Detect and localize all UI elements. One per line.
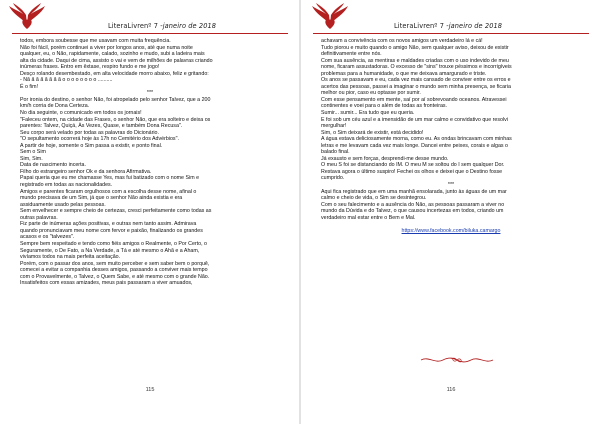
text-line: definitivamente entre nós. — [321, 51, 382, 58]
text-line: Seu corpo será velado por todas as palavras do Dicionário. — [20, 129, 159, 136]
text-line: achavam a convivência com os novos amigos um verdadeiro lá e cá! — [321, 38, 483, 44]
text-line: Seguramente, o De Fato, a Na Verdade, a Tá e até mesmo o Ahã e a Aham, — [20, 247, 200, 254]
text-line: problemas para a humanidade, o que me deixava amargurado e triste. — [321, 70, 487, 77]
text-line: Sempre bem respeitado e tendo como fiéis amigos o Realmente, o Por Certo, o — [20, 240, 207, 247]
text-line: vivíamos todos na mais perfeita aceitação. — [20, 254, 121, 261]
text-line: Com esse pensamento em mente, saí por aí sobrevoando oceanos. Atravessei — [321, 96, 507, 103]
text-line: "Faleceu ontem, na cidade das Frases, o senhor Não, que era solteiro e deixa os — [20, 116, 211, 123]
text-line: O meu S foi se distanciando do IM. O meu M se soltou do I sem qualquer Dor. — [321, 162, 505, 169]
text-line: mundo da Dúvida e do Talvez, o que causou incertezas em todos, criando um — [321, 208, 504, 215]
text-line: É o fim! — [20, 83, 38, 90]
page-number: 116 — [446, 387, 456, 393]
text-line: verdadeiro mal estar entre o Bem e Mal. — [321, 214, 416, 221]
text-line: registrado em todas as nacionalidades. — [20, 182, 113, 189]
header-rule — [12, 33, 288, 34]
text-line: Sim, o Sim deixará de existir, está decidido! — [321, 129, 424, 136]
journal-title: LiteraLivre — [108, 22, 145, 30]
text-line: Não foi fácil, porém continuei a viver por longos anos, até que numa noite — [20, 44, 193, 51]
text-line: Filho do estrangeiro senhor Ok e da senhora Afirmativa. — [20, 168, 152, 175]
text-line: inúmeras frases. Entro em êxtase, respiro fundo e me jogo! — [20, 64, 160, 71]
text-line: Sem envelhecer e sempre cheio de certezas, cresci perfeitamente como todas as — [20, 208, 212, 215]
text-line: mergulhar! — [321, 123, 347, 130]
text-line: quando pronunciavam meu nome com fervor e paixão, finalizando os grandes — [20, 227, 203, 234]
text-line: cumprido. — [321, 175, 345, 182]
text-line: mundo precisava de um Sim, já que o senhor Não ainda existia e era — [20, 195, 183, 202]
text-line: Data de nascimento incerta. — [20, 162, 86, 169]
text-line: Sumir... sumir... Era tudo que eu queria. — [321, 110, 415, 117]
text-line: com o Provavelmente, o Talvez, o Quem Sabe, e até mesmo com o grande Não. — [20, 273, 210, 280]
text-line: qualquer, eu, o Não, rapidamente, calado, sozinho e mudo, subi a ladeira mais — [20, 51, 205, 58]
text-line: Por ironia do destino, o senhor Não, foi atropelado pelo senhor Talvez, que a 200 — [20, 96, 211, 103]
text-line: Porém, com o passar dos anos, sem muito perceber e sem saber bem o porquê, — [20, 260, 210, 267]
text-line: Fiz parte de inúmeras ações positivas, e outras nem tanto assim. Admirava — [20, 221, 197, 228]
facebook-link[interactable]: https://www.facebook.com/biluka.camargo — [401, 227, 501, 234]
text-line: letras e me levavam cada vez mais longe. Dancei entre peixes, corais e algas o — [321, 142, 508, 149]
text-line: A partir de hoje, somente o Sim passa a existir, e ponto final. — [20, 142, 163, 149]
winged-heart-logo-icon — [7, 2, 47, 32]
text-line: Papai queria que eu me chamasse Yes, mas fui batizado com o nome Sim e — [20, 175, 200, 182]
text-line: acertos das pessoas, passei a imaginar o mundo sem minha presença, se ficaria — [321, 83, 511, 90]
journal-title: LiteraLivre — [394, 22, 431, 30]
text-line: Amigos e parentes ficaram orgulhosos com a escolha desse nome, afinal o — [20, 188, 197, 195]
text-line: Com o seu falecimento e a ausência do Não, as pessoas passaram a viver no — [321, 201, 505, 208]
text-line: Já exausto e sem forças, desprendi-me desse mundo. — [321, 155, 449, 162]
text-line: Tudo piorou e muito quando o amigo Não, sem qualquer aviso, deixou de existir — [321, 44, 509, 51]
text-line: Sem o Sim — [20, 149, 46, 156]
text-line: melhor ou pior, caso eu optasse por sumir. — [321, 90, 421, 97]
text-line: Os anos se passavam e eu, cada vez mais cansado de conviver entre os erros e — [321, 77, 511, 84]
text-line: nome, ficaram assustadoras. O excesso de "sins" trouxe péssimos e incorrigíveis — [321, 64, 512, 71]
text-line: outras palavras. — [20, 214, 58, 221]
text-line: calmo e cheio de vida, o Sim se desintegrou. — [321, 195, 427, 202]
text-line: - Nã ã ã ã ã ã ã ã o o o o o o o o .......... — [20, 77, 113, 84]
journal-issue: nº 7 - — [430, 22, 449, 30]
text-line: acasos e os "talvezes". — [20, 234, 75, 241]
right-page-text — [321, 38, 581, 234]
text-line: Insatisfeitos com essas amizades, meus pais passaram a viver amuados, — [20, 280, 193, 287]
left-page-text — [20, 38, 280, 287]
text-line: continentes e voei para o além de todas as fronteiras. — [321, 103, 448, 110]
text-line: parentes: Talvez, Quiçá, Às Vezes, Quase, e também Dona Recusa". — [20, 123, 183, 130]
text-line: todos, embora soubesse que me usavam com muita frequência. — [20, 38, 171, 44]
text-line: assiduamente usado pelas pessoas. — [20, 201, 106, 208]
section-separator: *** — [146, 90, 154, 97]
journal-date: janeiro de 2018 — [162, 22, 217, 30]
text-line: comecei a evitar a companhia desses amigos, passando a conviver mais tempo — [20, 267, 208, 274]
text-line: A água estava deliciosamente morna, como eu. As ondas brincavam com minhas — [321, 136, 512, 143]
text-line: km/h corria de Dona Certeza. — [20, 103, 90, 110]
left-page — [0, 0, 299, 424]
journal-header — [108, 21, 288, 32]
journal-header — [394, 21, 574, 32]
section-separator: *** — [447, 182, 455, 189]
journal-issue: nº 7 - — [144, 22, 163, 30]
text-line: balado final. — [321, 149, 350, 156]
text-line: No dia seguinte, o comunicado em todos os jornais! — [20, 110, 142, 117]
text-line: Desço rolando desembestado, em alta velocidade morro abaixo, feliz e gritando: — [20, 70, 209, 77]
text-line: Sim, Sim. — [20, 155, 43, 162]
text-line: alta da cidade. Daqui de cima, assisto o vai e vem de milhões de palavras criando — [20, 57, 213, 64]
header-rule — [313, 33, 589, 34]
winged-heart-logo-icon — [310, 2, 350, 32]
right-page — [301, 0, 600, 424]
decorative-divider-ornament — [417, 354, 497, 366]
text-line: Com sua ausência, as mentiras e maldades criadas com o uso indevido de meu — [321, 57, 509, 64]
text-line: Aqui fica registrado que em uma manhã ensolarada, junto às águas de um mar — [321, 188, 507, 195]
text-line: Restava agora o último suspiro! Fechei os olhos e deixei que o Destino fosse — [321, 168, 503, 175]
journal-date: janeiro de 2018 — [448, 22, 503, 30]
text-line: "O sepultamento ocorrerá hoje às 17h no Cemitério dos Advérbios". — [20, 136, 179, 143]
text-line: E foi sob um céu azul e a imensidão de um mar calmo e convidativo que resolvi — [321, 116, 508, 123]
page-number: 115 — [145, 387, 155, 393]
